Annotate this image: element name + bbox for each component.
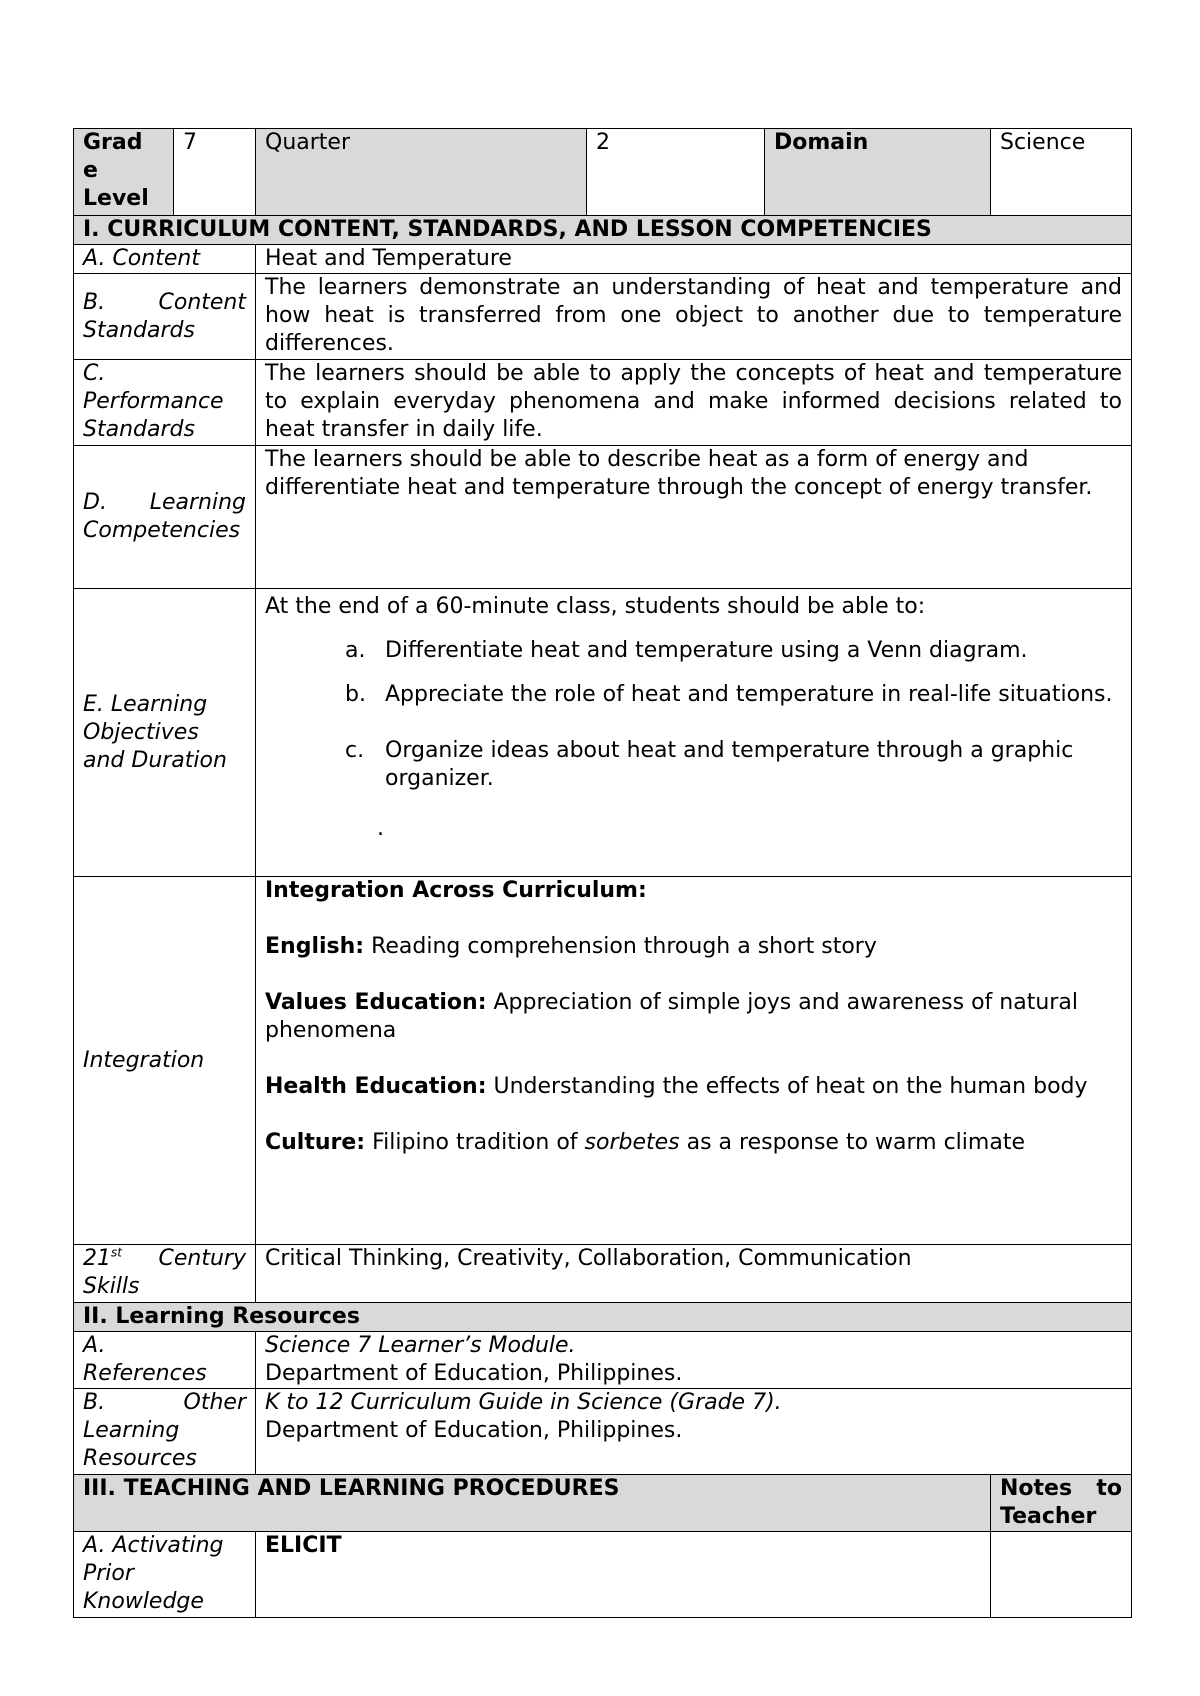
grade-level-label: Grad e Level (74, 129, 174, 216)
objectives-trailing: . (377, 816, 384, 841)
culture-text-before: Filipino tradition of (365, 1130, 585, 1155)
skills-label-rest: Century Skills (83, 1246, 246, 1299)
activating-prior-knowledge-value: ELICIT (256, 1532, 991, 1618)
section-1-title: I. CURRICULUM CONTENT, STANDARDS, AND LESSON COMPETENCIES (74, 216, 1132, 245)
objectives-intro: At the end of a 60-minute class, students should be able to: (265, 594, 926, 619)
objective-text: Organize ideas about heat and temperature through a graphic organizer. (385, 738, 1074, 791)
activating-prior-knowledge-label: A. Activating Prior Knowledge (74, 1532, 256, 1618)
integration-label: Integration (74, 877, 256, 1245)
activating-notes-cell (991, 1532, 1132, 1618)
objective-marker: a. (345, 638, 366, 663)
performance-standards-value: The learners should be able to apply the concepts of heat and temperature to explain everyday phenomena and make informed decisions related to heat transfer in daily life. (256, 360, 1132, 446)
section-3-title: III. TEACHING AND LEARNING PROCEDURES (74, 1475, 991, 1532)
content-value: Heat and Temperature (256, 245, 1132, 274)
integration-text: Understanding the effects of heat on the human body (486, 1074, 1088, 1099)
learning-objectives-cell (256, 589, 1132, 877)
objective-marker: b. (345, 682, 366, 707)
integration-item-values (265, 989, 1122, 1045)
section-2-title: II. Learning Resources (74, 1303, 1132, 1332)
other-resources-cell (256, 1389, 1132, 1475)
lesson-plan-table (73, 128, 1132, 1618)
notes-word-3: Teacher (1000, 1504, 1097, 1529)
grade-level-value: 7 (174, 129, 256, 216)
integration-text: Reading comprehension through a short story (364, 934, 877, 959)
integration-cell (256, 877, 1132, 1245)
skills-label-sup: st (111, 1245, 122, 1260)
objective-item (265, 737, 1122, 793)
performance-standards-label: C. Performance Standards (74, 360, 256, 446)
integration-title: Integration Across Curriculum: (265, 878, 647, 903)
objective-item (265, 637, 1122, 665)
integration-subject: Health Education: (265, 1074, 487, 1099)
other-resources-publisher: Department of Education, Philippines. (265, 1418, 683, 1443)
skills-label-num: 21 (83, 1246, 111, 1271)
culture-text-after: as a response to warm climate (679, 1130, 1025, 1155)
notes-word-1: Notes (1000, 1476, 1073, 1501)
learning-competencies-value: The learners should be able to describe heat as a form of energy and differentiate heat and temperature through the concept of energy transfer. (256, 446, 1132, 589)
other-resources-title: K to 12 Curriculum Guide in Science (Grade 7). (265, 1390, 782, 1415)
quarter-value: 2 (587, 129, 765, 216)
learning-objectives-label: E. Learning Objectives and Duration (74, 589, 256, 877)
objective-item (265, 681, 1122, 709)
notes-word-2: to (1096, 1476, 1122, 1501)
objective-text: Differentiate heat and temperature using a Venn diagram. (385, 638, 1028, 663)
domain-value: Science (991, 129, 1132, 216)
integration-item-health (265, 1073, 1122, 1101)
century-skills-label (74, 1245, 256, 1303)
domain-label: Domain (765, 129, 991, 216)
objectives-list (265, 637, 1122, 793)
integration-text: Appreciation of simple joys and awareness of natural phenomena (265, 990, 1078, 1043)
integration-item-culture (265, 1129, 1122, 1157)
content-label: A. Content (74, 245, 256, 274)
references-label: A. References (74, 1332, 256, 1389)
integration-subject: English: (265, 934, 365, 959)
quarter-label: Quarter (256, 129, 587, 216)
integration-item-english (265, 933, 1122, 961)
references-cell (256, 1332, 1132, 1389)
references-publisher: Department of Education, Philippines. (265, 1361, 683, 1386)
century-skills-value: Critical Thinking, Creativity, Collaboration, Communication (256, 1245, 1132, 1303)
integration-subject: Culture: (265, 1130, 366, 1155)
header-row (74, 129, 1132, 216)
objective-marker: c. (345, 738, 365, 763)
learning-competencies-label: D. Learning Competencies (74, 446, 256, 589)
references-title: Science 7 Learner’s Module. (265, 1333, 576, 1358)
content-standards-value: The learners demonstrate an understanding of heat and temperature and how heat is transferred from one object to another due to temperature differences. (256, 274, 1132, 360)
integration-subject: Values Education: (265, 990, 487, 1015)
notes-to-teacher-header (991, 1475, 1132, 1532)
other-resources-label: B. Other Learning Resources (74, 1389, 256, 1475)
culture-text-italic: sorbetes (584, 1130, 680, 1155)
objective-text: Appreciate the role of heat and temperature in real-life situations. (385, 682, 1113, 707)
content-standards-label: B. Content Standards (74, 274, 256, 360)
